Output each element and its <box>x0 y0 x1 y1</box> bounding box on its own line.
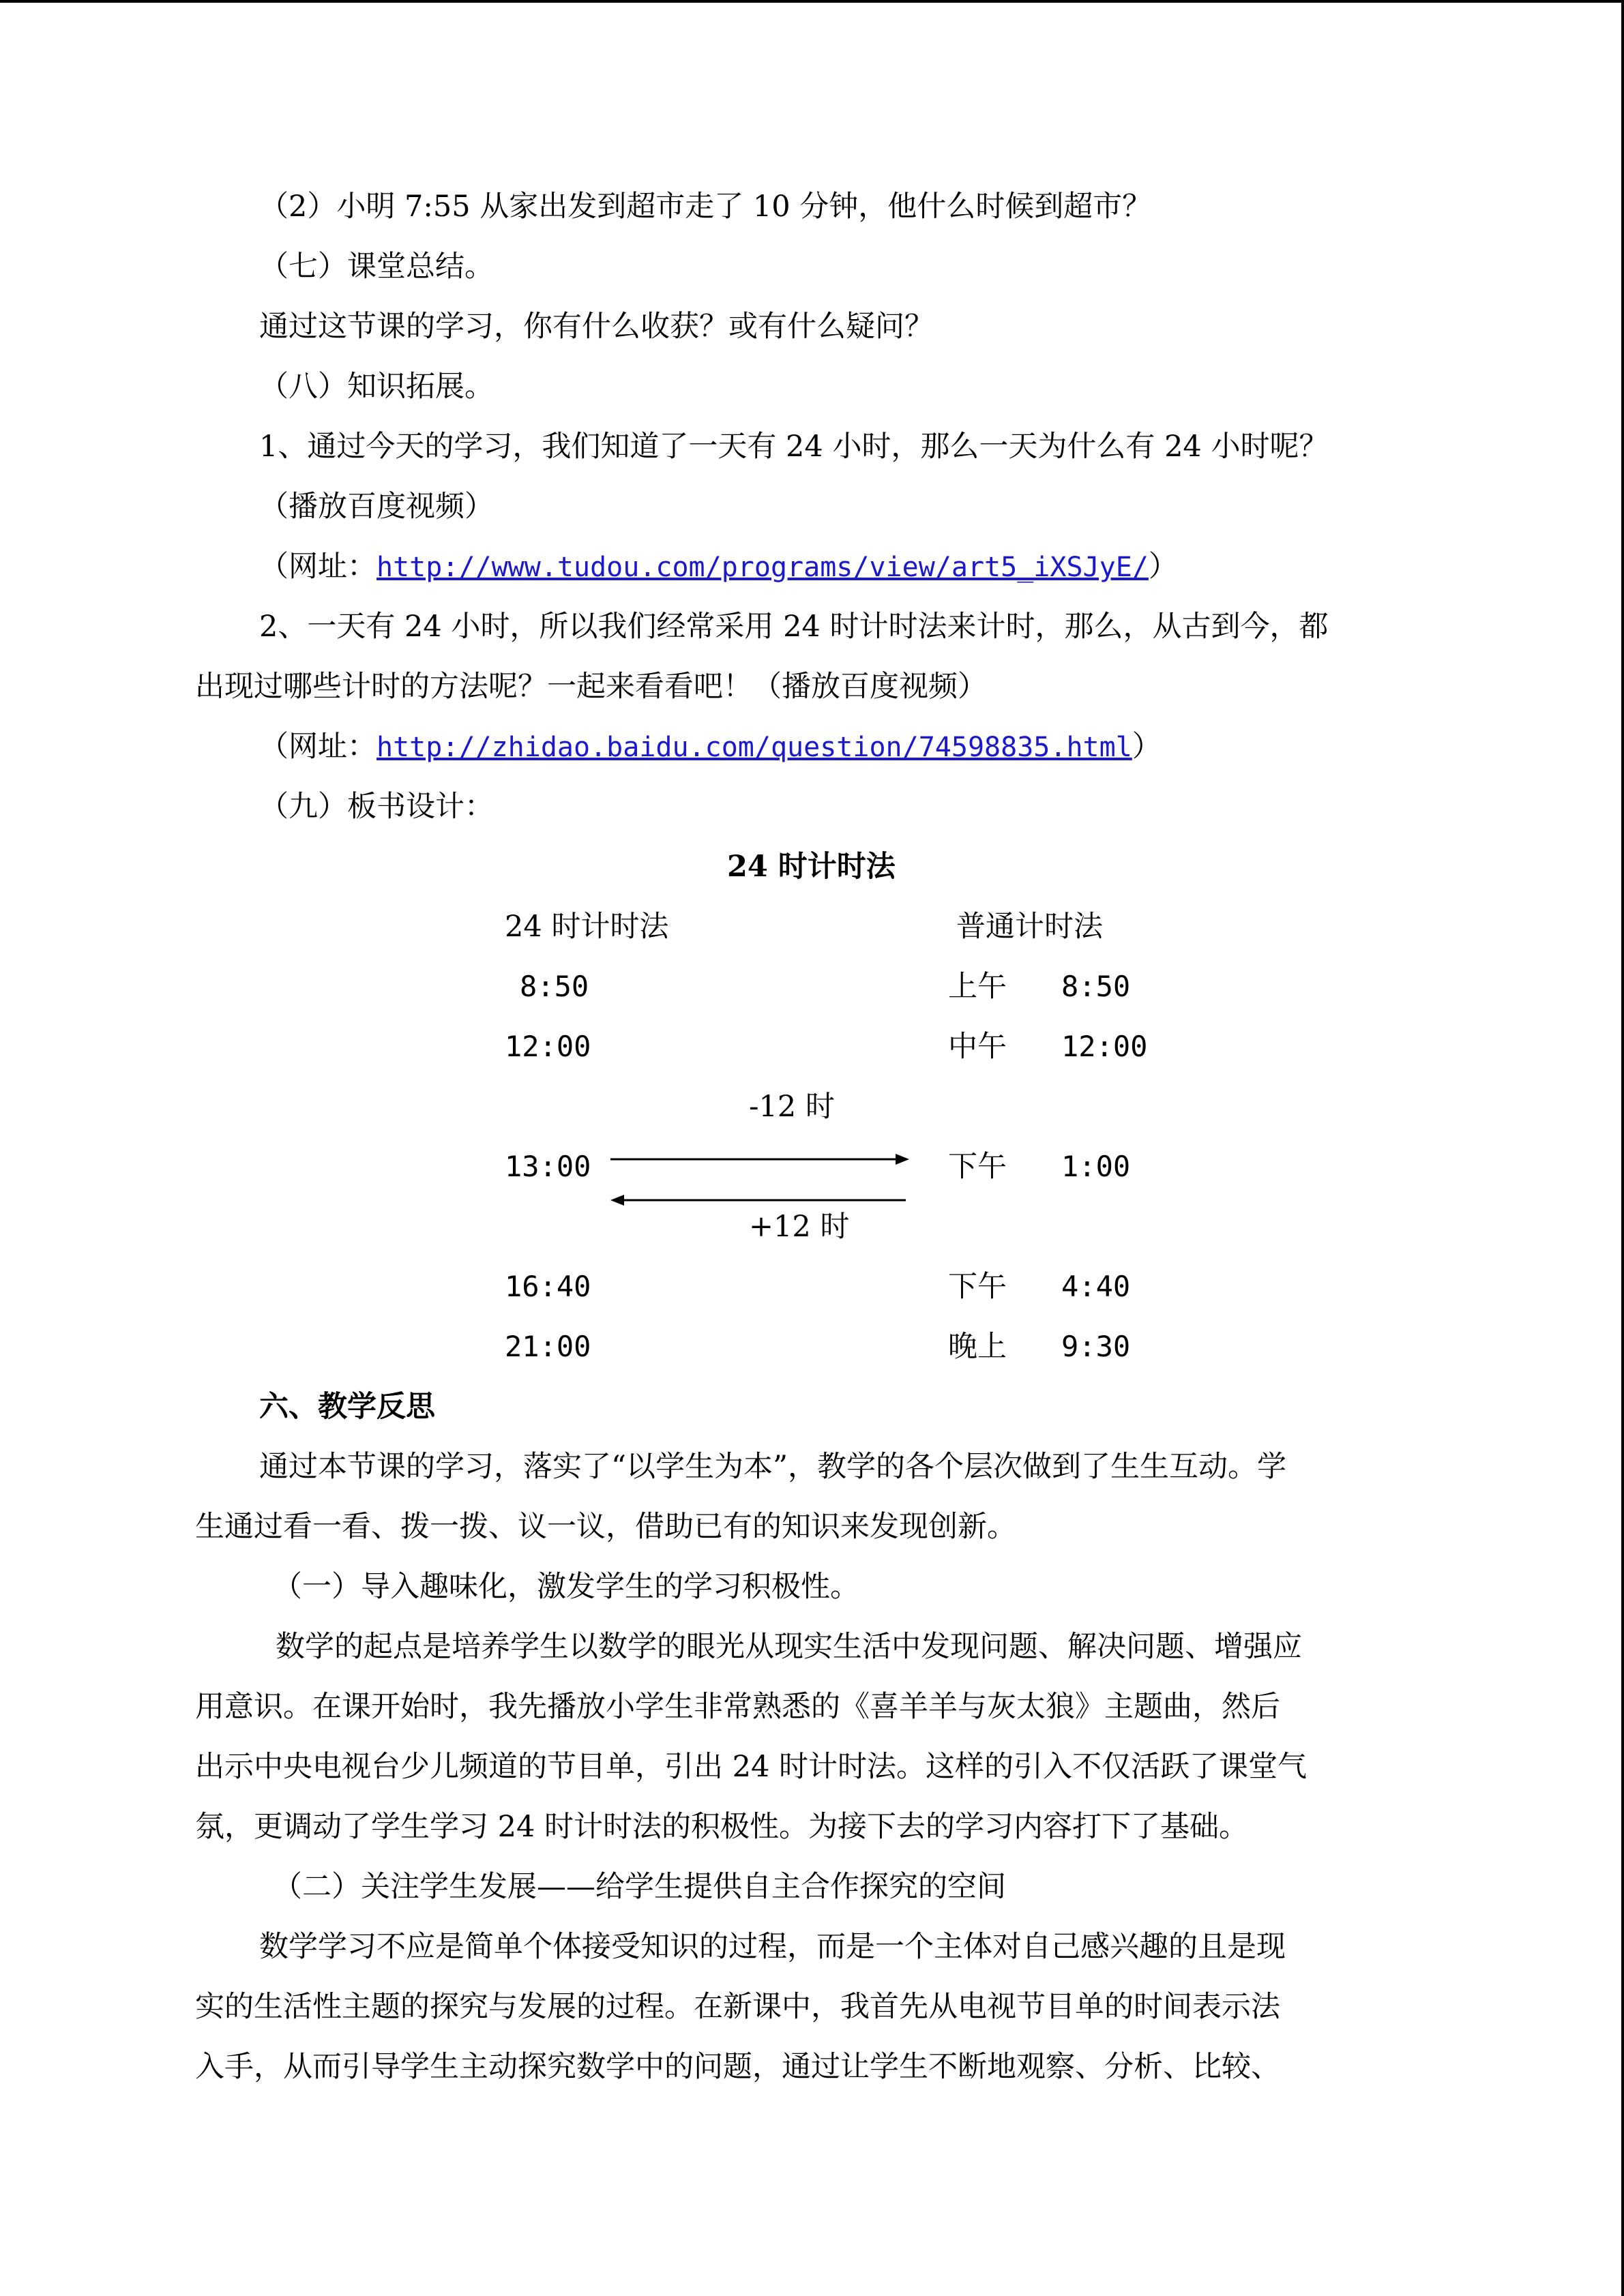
row3-left: 13:00 <box>505 1150 591 1183</box>
row2-period: 中午 <box>948 1030 1007 1064</box>
row3-right: 1:00 <box>1061 1150 1131 1183</box>
page-top-border <box>0 0 1624 3</box>
plus-12-label: +12 时 <box>749 1210 850 1244</box>
arrow-left-head <box>610 1195 624 1206</box>
row2-right: 12:00 <box>1061 1030 1148 1063</box>
row4-right: 4:40 <box>1061 1270 1131 1303</box>
minus-12-label: -12 时 <box>749 1090 835 1124</box>
col-right-header: 普通计时法 <box>956 910 1103 944</box>
url-suffix: ） <box>1132 730 1162 764</box>
extension-item-2-cont: 出现过哪些计时的方法呢？一起来看看吧！（播放百度视频） <box>195 670 987 704</box>
url-prefix: （网址： <box>259 730 377 764</box>
section-7-heading: （七）课堂总结。 <box>259 250 494 284</box>
reflection-heading: 六、教学反思 <box>259 1390 435 1424</box>
row5-right: 9:30 <box>1061 1330 1131 1363</box>
reflection-p1-line2: 生通过看一看、拨一拨、议一议，借助已有的知识来发现创新。 <box>195 1510 1016 1544</box>
col-left-header: 24 时计时法 <box>505 910 669 944</box>
url-prefix: （网址： <box>259 550 377 584</box>
reflection-sub1: （一）导入趣味化，激发学生的学习积极性。 <box>273 1570 859 1604</box>
exercise-2: （2）小明 7:55 从家出发到超市走了 10 分钟，他什么时候到超市？ <box>259 190 1152 224</box>
page-right-border <box>1621 0 1624 2296</box>
reflection-p2-line3: 出示中央电视台少儿频道的节目单，引出 24 时计时法。这样的引入不仅活跃了课堂气 <box>195 1750 1308 1784</box>
tudou-link[interactable]: http://www.tudou.com/programs/view/art5_iXSJyE/ <box>377 552 1149 583</box>
reflection-p3-line2: 实的生活性主题的探究与发展的过程。在新课中，我首先从电视节目单的时间表示法 <box>195 1990 1280 2024</box>
conversion-arrows <box>610 1146 911 1214</box>
extension-item-2: 2、一天有 24 小时，所以我们经常采用 24 时计时法来计时，那么，从古到今，都 <box>259 610 1329 644</box>
reflection-p3-line1: 数学学习不应是简单个体接受知识的过程，而是一个主体对自己感兴趣的且是现 <box>259 1930 1286 1964</box>
row4-left: 16:40 <box>505 1270 591 1303</box>
section-8-heading: （八）知识拓展。 <box>259 370 494 404</box>
reflection-p2-line2: 用意识。在课开始时，我先播放小学生非常熟悉的《喜羊羊与灰太狼》主题曲，然后 <box>195 1690 1280 1724</box>
row1-left: 8:50 <box>520 970 589 1003</box>
url-line-2 <box>259 726 1162 767</box>
row5-left: 21:00 <box>505 1330 591 1363</box>
extension-item-1: 1、通过今天的学习，我们知道了一天有 24 小时，那么一天为什么有 24 小时呢？ <box>259 430 1329 464</box>
reflection-p2-line4: 氛，更调动了学生学习 24 时计时法的积极性。为接下去的学习内容打下了基础。 <box>195 1810 1249 1844</box>
baidu-link[interactable]: http://zhidao.baidu.com/question/74598835.html <box>377 732 1132 763</box>
section-9-heading: （九）板书设计： <box>259 790 494 824</box>
url-line-1 <box>259 546 1178 587</box>
play-video-note: （播放百度视频） <box>259 490 494 524</box>
url-suffix: ） <box>1148 550 1178 584</box>
row2-left: 12:00 <box>505 1030 591 1063</box>
row1-right: 8:50 <box>1061 970 1131 1003</box>
row1-period: 上午 <box>948 970 1007 1004</box>
row3-period: 下午 <box>948 1150 1007 1184</box>
arrow-right-head <box>896 1154 909 1165</box>
reflection-sub2: （二）关注学生发展——给学生提供自主合作探究的空间 <box>273 1870 1006 1904</box>
summary-question: 通过这节课的学习，你有什么收获？或有什么疑问？ <box>259 310 934 344</box>
reflection-p3-line3: 入手，从而引导学生主动探究数学中的问题，通过让学生不断地观察、分析、比较、 <box>195 2050 1280 2084</box>
row4-period: 下午 <box>948 1270 1007 1304</box>
reflection-p1-line1: 通过本节课的学习，落实了“以学生为本”，教学的各个层次做到了生生互动。学 <box>259 1450 1286 1484</box>
reflection-p2-line1: 数学的起点是培养学生以数学的眼光从现实生活中发现问题、解决问题、增强应 <box>276 1630 1302 1664</box>
board-title: 24 时计时法 <box>727 850 896 884</box>
row5-period: 晚上 <box>948 1330 1007 1364</box>
